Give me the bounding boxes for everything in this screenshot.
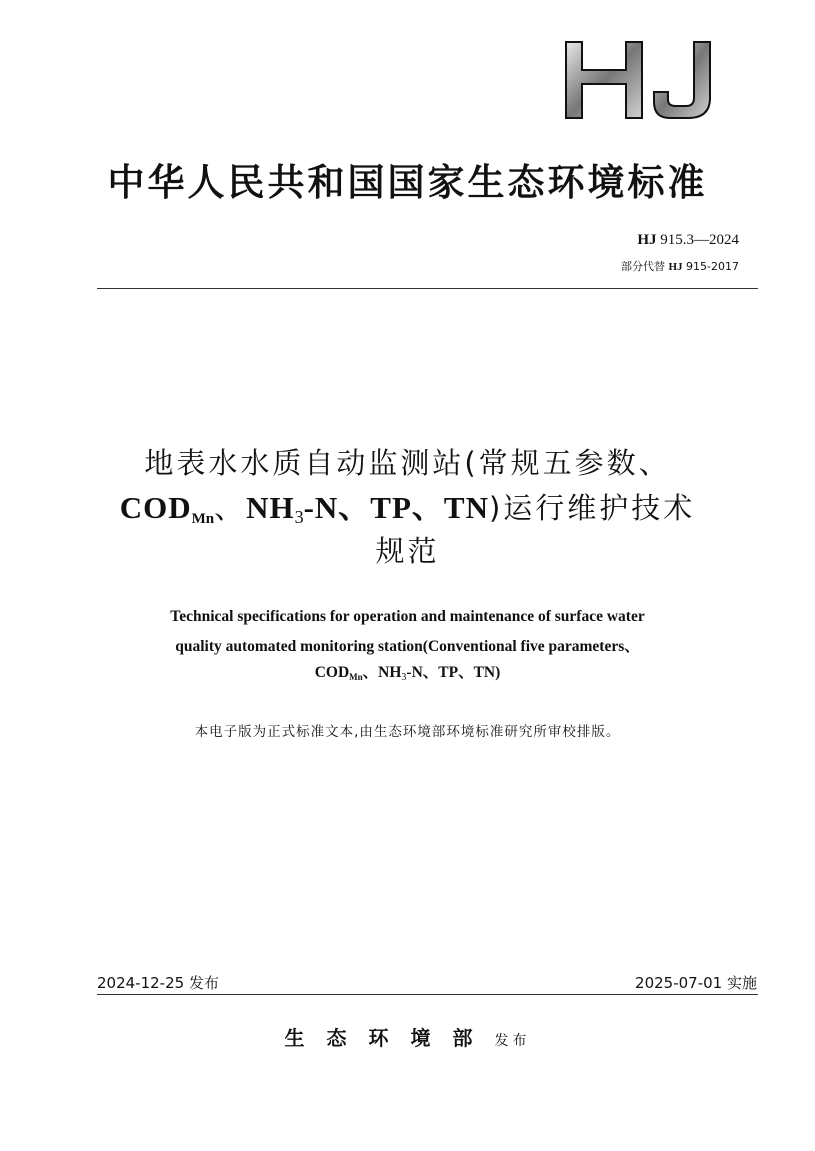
hj-logo bbox=[558, 40, 718, 120]
standard-number bbox=[637, 232, 739, 249]
title-en-sep: 、NH bbox=[362, 664, 402, 681]
title-en-cod: COD bbox=[314, 664, 350, 681]
title-cn-nh: NH bbox=[246, 490, 295, 525]
issuer-org: 生态环境部 bbox=[284, 1026, 495, 1050]
title-cn-nh-sub: 3 bbox=[294, 507, 304, 527]
title-cn-cod: COD bbox=[119, 490, 192, 525]
replaces-prefix: HJ bbox=[668, 261, 683, 273]
title-en-line2: quality automated monitoring station(Conventional five parameters、 bbox=[175, 638, 640, 655]
title-cn-cod-sub: Mn bbox=[191, 511, 215, 527]
title-en-cod-sub: Mn bbox=[349, 672, 363, 682]
footer-divider bbox=[97, 994, 758, 995]
replaces-number: 915-2017 bbox=[686, 260, 739, 273]
replaces-note bbox=[621, 258, 739, 274]
title-cn-sep1: 、 bbox=[214, 491, 247, 525]
electronic-version-note: 本电子版为正式标准文本,由生态环境部环境标准研究所审校排版。 bbox=[194, 724, 621, 740]
issuer-action: 发布 bbox=[494, 1033, 531, 1049]
standard-number-prefix: HJ bbox=[637, 232, 657, 248]
title-en-line3 bbox=[0, 660, 815, 683]
standard-number-value: 915.3—2024 bbox=[660, 232, 739, 248]
issue-date: 2024-12-25 发布 bbox=[97, 974, 219, 992]
title-en-nh-sub: 3 bbox=[401, 672, 407, 683]
standard-category-title: 中华人民共和国国家生态环境标准 bbox=[107, 160, 708, 204]
title-cn-params: -N、TP、TN bbox=[303, 490, 489, 525]
replaces-label: 部分代替 bbox=[620, 260, 665, 273]
title-en-line1: Technical specifications for operation and maintenance of surface water bbox=[170, 608, 645, 625]
title-cn-line3: 规范 bbox=[375, 534, 440, 568]
issuer bbox=[0, 1022, 815, 1051]
title-en-rest: -N、TP、TN) bbox=[406, 664, 501, 681]
header-divider bbox=[97, 288, 758, 289]
title-cn-line2 bbox=[0, 492, 815, 527]
implementation-date: 2025-07-01 实施 bbox=[635, 974, 757, 992]
title-cn-tail: )运行维护技术 bbox=[488, 491, 696, 525]
title-cn-line1: 地表水水质自动监测站(常规五参数、 bbox=[144, 446, 671, 480]
